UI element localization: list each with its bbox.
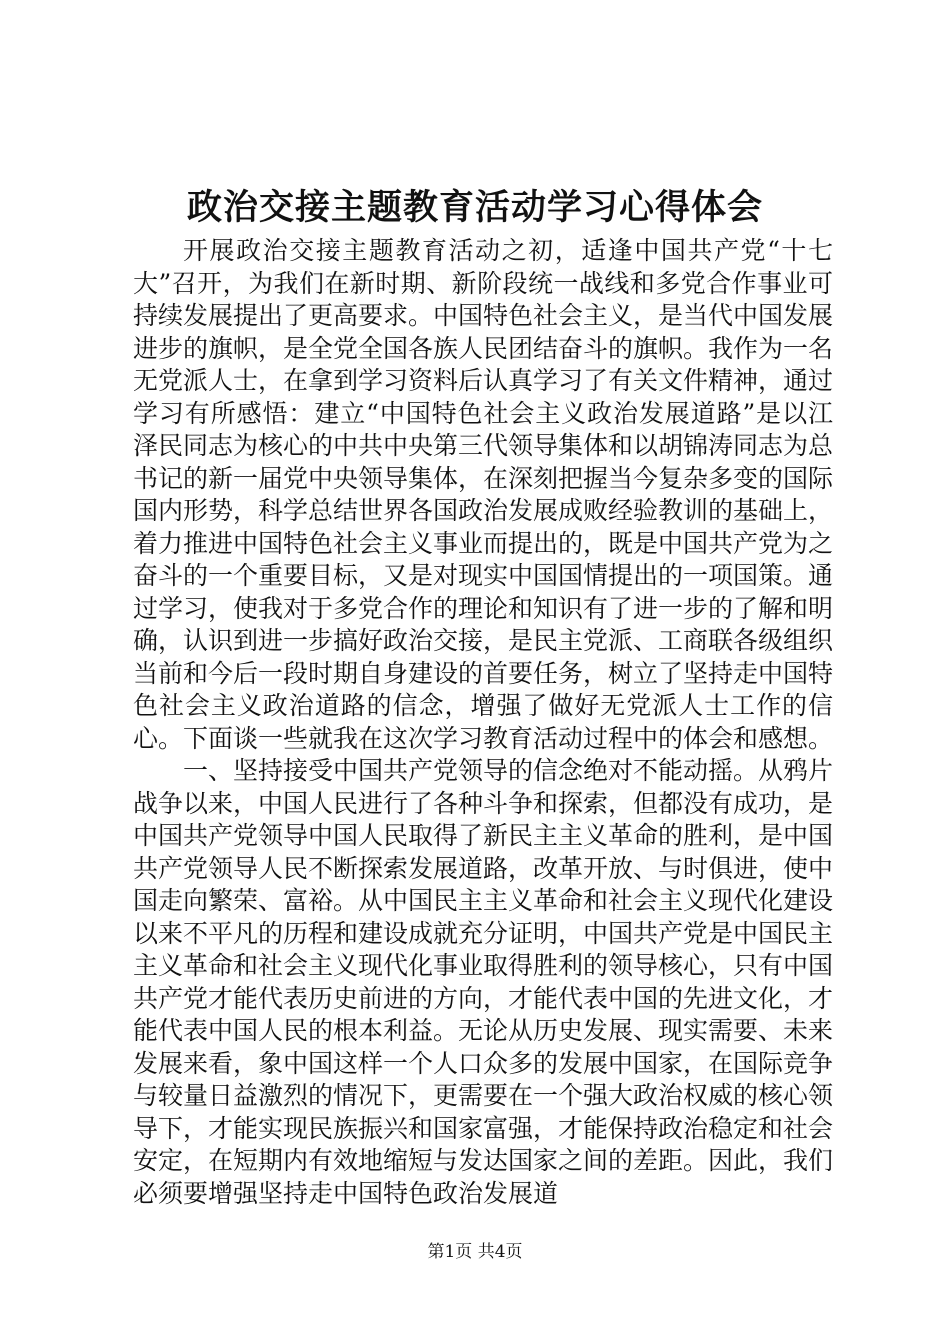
page-footer: 第1页 共4页: [427, 1242, 523, 1262]
paragraph-section-one: 一、坚持接受中国共产党领导的信念绝对不能动摇。从鸦片战争以来，中国人民进行了各种斗争和探索，但都没有成功，是中国共产党领导中国人民取得了新民主主义革命的胜利，是中国共产党领导人民不断探索发展道路，改革开放、与时俱进，使中国走向繁荣、富裕。从中国民主主义革命和社会主义现代化建设以来不平凡的历程和建设成就充分证明，中国共产党是中国民主主义革命和社会主义现代化事业取得胜利的领导核心，只有中国共产党才能代表历史前进的方向，才能代表中国的先进文化，才能代表中国人民的根本利益。无论从历史发展、现实需要、未来发展来看，象中国这样一个人口众多的发展中国家，在国际竞争与较量日益激烈的情况下，更需要在一个强大政治权威的核心领导下，才能实现民族振兴和国家富强，才能保持政治稳定和社会安定，在短期内有效地缩短与发达国家之间的差距。因此，我们必须要增强坚持走中国特色政治发展道: [133, 756, 834, 1208]
document-title: 政治交接主题教育活动学习心得体会: [186, 187, 763, 228]
paragraph-intro: 开展政治交接主题教育活动之初，适逢中国共产党“十七大”召开，为我们在新时期、新阶段统一战线和多党合作事业可持续发展提出了更高要求。中国特色社会主义，是当代中国发展进步的旗帜，是全党全国各族人民团结奋斗的旗帜。我作为一名无党派人士，在拿到学习资料后认真学习了有关文件精神，通过学习有所感悟：建立“中国特色社会主义政治发展道路”是以江泽民同志为核心的中共中央第三代领导集体和以胡锦涛同志为总书记的新一届党中央领导集体，在深刻把握当今复杂多变的国际国内形势，科学总结世界各国政治发展成败经验教训的基础上，着力推进中国特色社会主义事业而提出的，既是中国共产党为之奋斗的一个重要目标，又是对现实中国国情提出的一项国策。通过学习，使我对于多党合作的理论和知识有了进一步的了解和明确，认识到进一步搞好政治交接，是民主党派、工商联各级组织当前和今后一段时期自身建设的首要任务，树立了坚持走中国特色社会主义政治道路的信念，增强了做好无党派人士工作的信心。下面谈一些就我在这次学习教育活动过程中的体会和感想。: [133, 236, 834, 753]
document-body: [133, 235, 833, 1210]
